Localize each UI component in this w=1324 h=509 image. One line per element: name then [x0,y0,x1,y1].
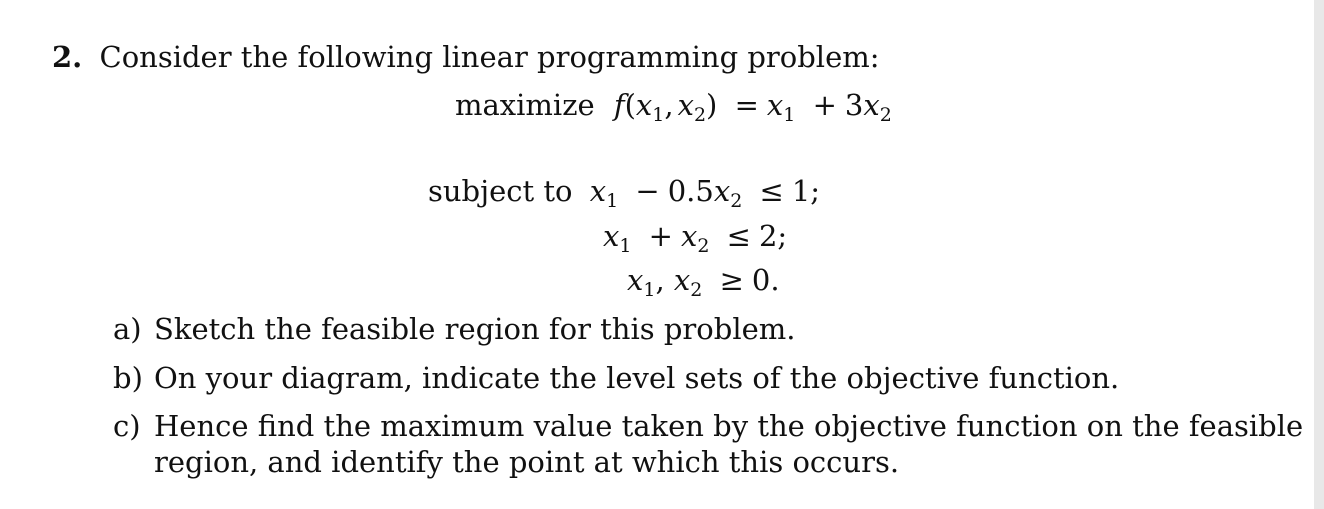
objective-comma: , [664,88,674,122]
c2-relation: ≤ [726,219,751,253]
c3-var1: x [627,263,644,297]
objective-rhs1: x [766,88,784,122]
c2-var2: x [680,219,698,253]
c1-var2: x [713,174,731,208]
c1-var1: x [589,174,607,208]
c3-sub1: 1 [643,279,656,301]
part-b-label: b) [113,361,143,395]
objective-sub1: 1 [652,104,665,126]
constraint-1 [428,174,821,212]
c3-relation: ≥ [719,263,744,297]
c1-coef: 0.5 [667,174,714,208]
part-b-text: On your diagram, indicate the level sets of the objective function. [154,361,1120,395]
constraint-3 [627,263,780,301]
objective-keyword: maximize [455,88,595,122]
objective-rhs2-coef: 3 [844,88,864,122]
c2-plus: + [648,219,673,253]
objective-lparen: ( [624,88,636,122]
problem-number: 2. [52,40,83,74]
page-edge-bar [1314,0,1324,509]
part-c-label: c) [113,409,141,443]
c1-sub2: 2 [730,190,743,212]
objective-function [455,88,892,126]
c2-sub1: 1 [619,235,632,257]
objective-rhs2: x [863,88,880,122]
objective-rparen: ) [706,88,718,122]
objective-plus: + [812,88,837,122]
objective-rhs1-sub: 1 [783,104,796,126]
c2-var1: x [603,219,620,253]
problem-intro: Consider the following linear programming problem: [99,40,880,74]
c1-rhs: 1; [791,174,821,208]
c3-sub2: 2 [690,279,703,301]
c3-var2: x [673,263,691,297]
objective-sub2: 2 [693,104,707,126]
constraint-2 [603,219,788,257]
c3-rhs: 0. [751,263,780,297]
part-c-line-2: region, and identify the point at which this occurs. [154,445,900,479]
part-c-line-1: Hence find the maximum value taken by the objective function on the feasible [154,409,1304,443]
c2-sub2: 2 [697,235,710,257]
part-a-text: Sketch the feasible region for this problem. [154,312,796,346]
part-a-label: a) [113,312,142,346]
subject-to-label: subject to [428,174,573,208]
c1-sub1: 1 [606,190,619,212]
c3-comma: , [655,263,665,297]
problem-heading [52,40,880,74]
objective-eq: = [734,88,759,122]
objective-rhs2-sub: 2 [879,104,892,126]
c2-rhs: 2; [758,219,788,253]
objective-f: f [613,88,625,122]
objective-var2: x [677,88,694,122]
objective-var1: x [635,88,653,122]
c1-minus: − [635,174,660,208]
c1-relation: ≤ [759,174,784,208]
